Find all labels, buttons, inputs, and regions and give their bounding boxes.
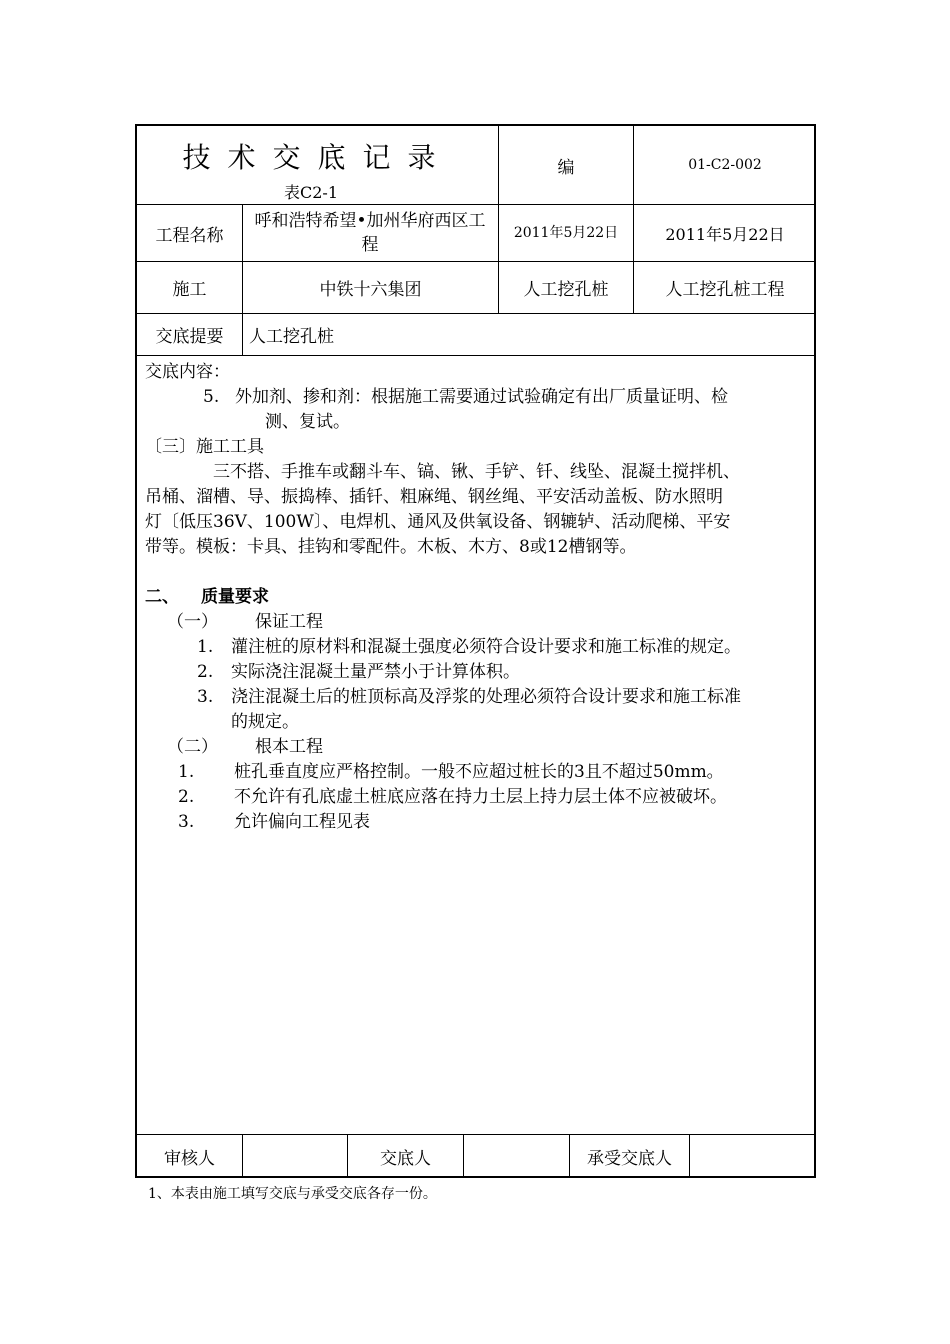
reviewer-label: 审核人 bbox=[164, 1149, 215, 1169]
construction-label: 施工 bbox=[172, 280, 207, 300]
content-heading: 交底内容： bbox=[145, 362, 230, 382]
row-divider bbox=[137, 355, 814, 356]
item-text: 不允许有孔底虚土桩底应落在持力土层上持力层土体不应被破坏。 bbox=[234, 787, 727, 807]
summary-value: 人工挖孔桩 bbox=[249, 327, 334, 347]
item-number: 1. bbox=[178, 762, 195, 782]
item-text: 允许偏向工程见表 bbox=[234, 812, 370, 832]
subsection-title: 根本工程 bbox=[255, 737, 323, 757]
disclosure-form bbox=[135, 124, 816, 1178]
form-title: 技术交底记录 bbox=[182, 141, 453, 174]
subsection-number: （一） bbox=[167, 612, 218, 632]
code-label: 编 bbox=[557, 157, 575, 178]
form-number: 表C2-1 bbox=[284, 183, 339, 202]
item-project: 人工挖孔桩工程 bbox=[665, 280, 785, 300]
item-number: 5. bbox=[203, 387, 220, 407]
project-label: 工程名称 bbox=[155, 225, 224, 246]
tools-line: 带等。模板：卡具、挂钩和零配件。木板、木方、8或12槽钢等。 bbox=[145, 537, 637, 557]
item-text: 外加剂、掺和剂：根据施工需要通过试验确定有出厂质量证明、检 bbox=[235, 387, 728, 407]
receiver-label: 承受交底人 bbox=[587, 1149, 672, 1169]
item-number: 1. bbox=[197, 637, 214, 657]
subsection-number: （二） bbox=[167, 737, 218, 757]
date-2: 2011年5月22日 bbox=[665, 224, 785, 244]
item-number: 2. bbox=[178, 787, 195, 807]
date-1: 2011年5月22日 bbox=[513, 225, 619, 241]
item-text: 桩孔垂直度应严格控制。一般不应超过桩长的3且不超过50mm。 bbox=[234, 762, 724, 782]
section-title: 质量要求 bbox=[201, 587, 269, 607]
discloser-signature-field[interactable] bbox=[464, 1135, 569, 1178]
footnote: 1、本表由施工填写交底与承受交底各存一份。 bbox=[148, 1186, 437, 1202]
item-number: 3. bbox=[178, 812, 195, 832]
disclosure-content bbox=[145, 360, 809, 835]
item-number: 2. bbox=[197, 662, 214, 682]
construction-value: 中铁十六集团 bbox=[319, 280, 422, 300]
list-item bbox=[145, 760, 809, 785]
section-number: 二、 bbox=[145, 587, 179, 607]
item-5 bbox=[145, 385, 809, 410]
list-item bbox=[145, 635, 809, 660]
discloser-label: 交底人 bbox=[380, 1149, 431, 1169]
list-item bbox=[145, 660, 809, 685]
item-text: 实际浇注混凝土量严禁小于计算体积。 bbox=[231, 662, 520, 682]
list-item bbox=[145, 810, 809, 835]
list-item bbox=[145, 685, 809, 710]
item-name: 人工挖孔桩 bbox=[523, 280, 609, 300]
reviewer-signature-field[interactable] bbox=[243, 1135, 347, 1178]
tools-line: 灯〔低压36V、100W〕、电焊机、通风及供氧设备、钢辘轳、活动爬梯、平安 bbox=[145, 512, 731, 532]
tools-line: 吊桶、溜槽、导、振捣棒、插钎、粗麻绳、钢丝绳、平安活动盖板、防水照明 bbox=[145, 487, 723, 507]
subsection-title: 保证工程 bbox=[255, 612, 323, 632]
quality-heading bbox=[145, 585, 809, 610]
project-value: 呼和浩特希望•加州华府西区工程 bbox=[254, 211, 486, 255]
tools-line: 三不搭、手推车或翻斗车、镐、锹、手铲、钎、线坠、混凝土搅拌机、 bbox=[213, 462, 740, 482]
subsection-1-heading bbox=[145, 610, 809, 635]
list-item-continued: 的规定。 bbox=[231, 712, 299, 732]
summary-label: 交底提要 bbox=[155, 327, 224, 347]
list-item bbox=[145, 785, 809, 810]
receiver-signature-field[interactable] bbox=[690, 1135, 816, 1178]
subsection-2-heading bbox=[145, 735, 809, 760]
tools-heading: 〔三〕施工工具 bbox=[145, 437, 264, 457]
item-5-continued: 测、复试。 bbox=[265, 412, 350, 432]
item-text: 浇注混凝土后的桩顶标高及浮浆的处理必须符合设计要求和施工标准 bbox=[231, 687, 741, 707]
item-number: 3. bbox=[197, 687, 214, 707]
item-text: 灌注桩的原材料和混凝土强度必须符合设计要求和施工标准的规定。 bbox=[231, 637, 741, 657]
code-value: 01-C2-002 bbox=[688, 157, 762, 173]
